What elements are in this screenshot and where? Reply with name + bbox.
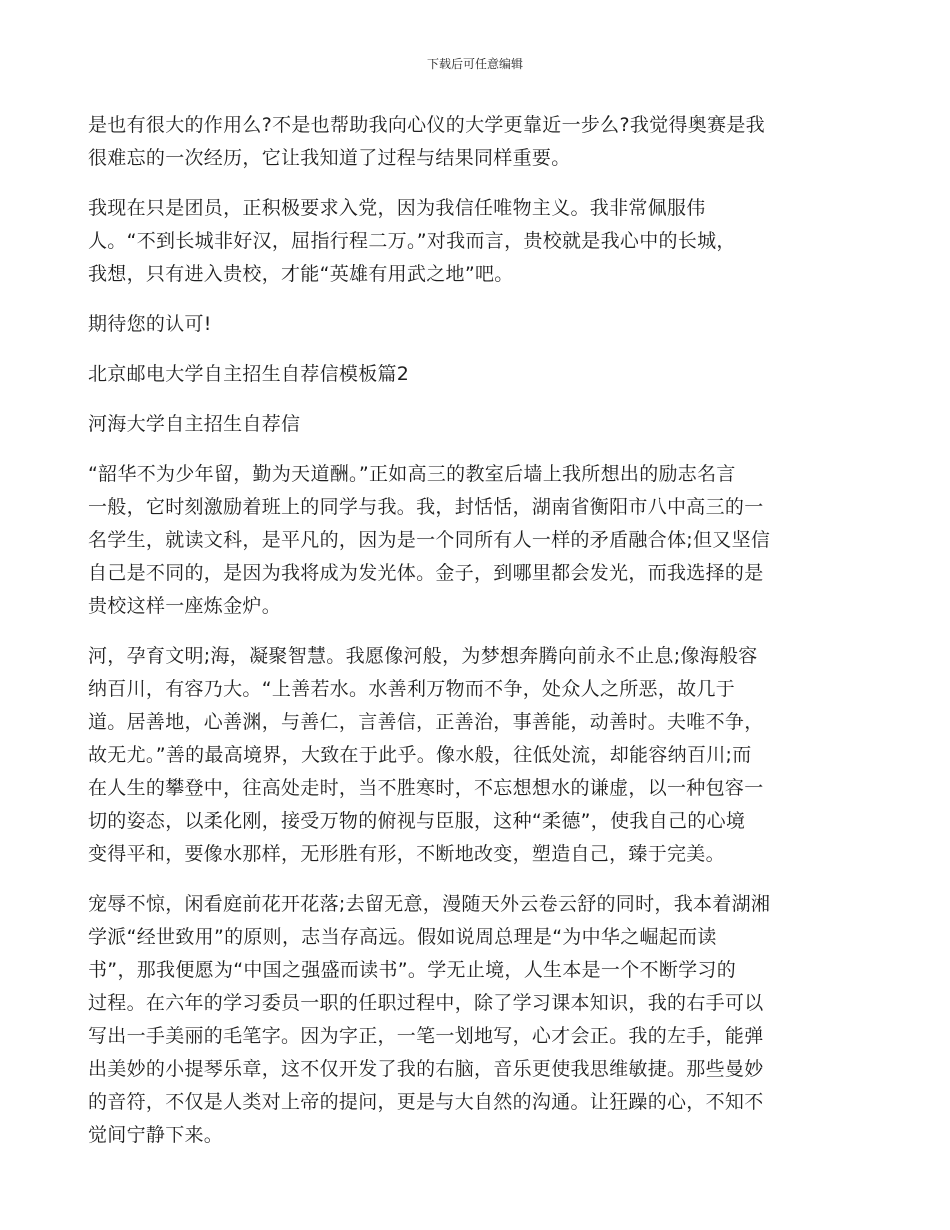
paragraph-introduction (88, 458, 863, 623)
text-line: “韶华不为少年留，勤为天道酬。”正如高三的教室后墙上我所想出的励志名言 (88, 463, 736, 485)
text-line: 贵校这样一座炼金炉。 (88, 595, 282, 617)
text-line: 宠辱不惊，闲看庭前花开花落;去留无意，漫随天外云卷云舒的同时，我本着湖湘 (88, 893, 771, 915)
paragraph-closing (88, 308, 863, 341)
text-line: 河海大学自主招生自荐信 (88, 413, 301, 435)
document-body (88, 109, 863, 1169)
text-line: 故无尤。”善的最高境界，大致在于此乎。像水般，往低处流，却能容纳百川;而 (88, 744, 752, 766)
text-line: 道。居善地，心善渊，与善仁，言善信，正善治，事善能，动善时。夫唯不争， (88, 711, 764, 733)
paragraph-study-and-talents (88, 888, 863, 1152)
text-line: 变得平和，要像水那样，无形胜有形，不断地改变，塑造自己，臻于完美。 (88, 843, 725, 865)
text-line: 是也有很大的作用么?不是也帮助我向心仪的大学更靠近一步么?我觉得奥赛是我 (88, 114, 765, 136)
text-line: 很难忘的一次经历，它让我知道了过程与结果同样重要。 (88, 147, 571, 169)
text-line: 自己是不同的，是因为我将成为发光体。金子，到哪里都会发光，而我选择的是 (88, 562, 764, 584)
letter-title (88, 408, 863, 441)
text-line: 的音符，不仅是人类对上帝的提问，更是与大自然的沟通。让狂躁的心，不知不 (88, 1091, 764, 1113)
text-line: 名学生，就读文科，是平凡的，因为是一个同所有人一样的矛盾融合体;但又坚信 (88, 529, 771, 551)
text-line: 切的姿态，以柔化刚，接受万物的俯视与臣服，这种“柔德”，使我自己的心境 (88, 810, 746, 832)
text-line: 期待您的认可! (88, 313, 212, 335)
text-line: 北京邮电大学自主招生自荐信模板篇2 (88, 363, 410, 385)
text-line: 觉间宁静下来。 (88, 1124, 224, 1146)
text-line: 一般，它时刻激励着班上的同学与我。我，封恬恬，湖南省衡阳市八中高三的一 (88, 496, 764, 518)
text-line: 书”，那我便愿为“中国之强盛而读书”。学无止境，人生本是一个不断学习的 (88, 959, 737, 981)
paragraph-party-membership (88, 192, 863, 291)
text-line: 我现在只是团员，正积极要求入党，因为我信任唯物主义。我非常佩服伟 (88, 197, 706, 219)
text-line: 在人生的攀登中，往高处走时，当不胜寒时，不忘想想水的谦虚，以一种包容一 (88, 777, 764, 799)
text-line: 纳百川，有容乃大。“上善若水。水善利万物而不争，处众人之所恶，故几于 (88, 678, 736, 700)
text-line: 写出一手美丽的毛笔字。因为字正，一笔一划地写，心才会正。我的左手，能弹 (88, 1025, 764, 1047)
text-line: 学派“经世致用”的原则，志当存高远。假如说周总理是“为中华之崛起而读 (88, 926, 717, 948)
text-line: 我想，只有进入贵校，才能“英雄有用武之地”吧。 (88, 263, 514, 285)
text-line: 出美妙的小提琴乐章，这不仅开发了我的右脑，音乐更使我思维敏捷。那些曼妙 (88, 1058, 764, 1080)
page-header: 下载后可任意编辑 (426, 57, 523, 71)
text-line: 过程。在六年的学习委员一职的任职过程中，除了学习课本知识，我的右手可以 (88, 992, 764, 1014)
paragraph-olympiad-reflection (88, 109, 863, 175)
section-heading-template-2 (88, 358, 863, 391)
text-line: 人。“不到长城非好汉，屈指行程二万。”对我而言，贵校就是我心中的长城， (88, 230, 736, 252)
text-line: 河，孕育文明;海，凝聚智慧。我愿像河般，为梦想奔腾向前永不止息;像海般容 (88, 645, 758, 667)
paragraph-river-and-sea (88, 640, 863, 871)
